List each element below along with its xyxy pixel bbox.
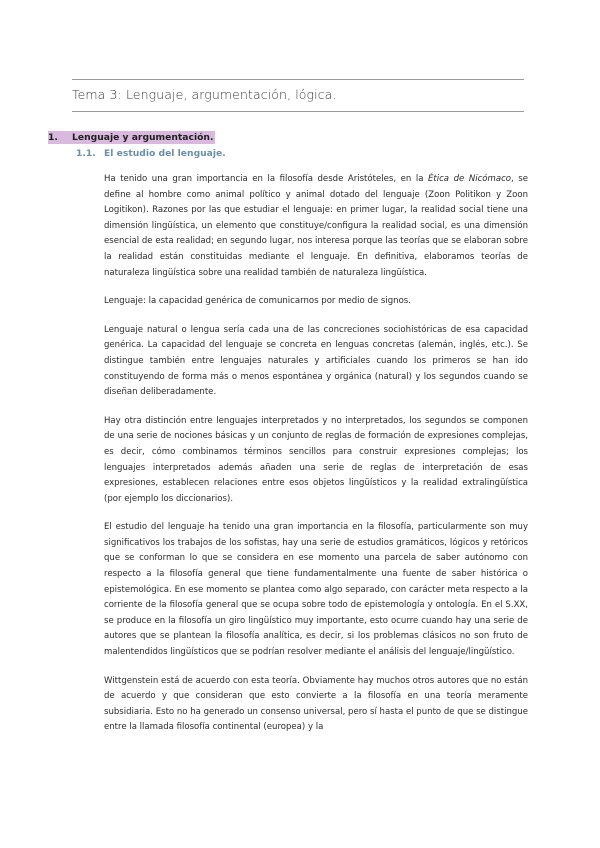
title-rule-bottom xyxy=(72,111,524,112)
paragraph: Wittgenstein está de acuerdo con esta teoría. Obviamente hay muchos otros autores que no están de acuerdo y que consideran que esto convierte a la filosofía en una teoría meramente subsidiaria. Esto no ha generado un consenso universal, pero sí hasta el punto de que se distingue entre la llamada filosofía continental (europea) y la xyxy=(104,675,529,733)
paragraph: El estudio del lenguaje ha tenido una gran importancia en la filosofía, particularmente son muy significativos los trabajos de los sofistas, hay una serie de estudios gramáticos, lógicos y retóricos que se conforman lo que se considera en ese momento una parcela de saber autónomo con respecto a la filosofía general que tiene fundamentalmente una fuente de saber histórica o epistemológica. En ese momento se plantea como algo separado, con carácter meta respecto a la corriente de la filosofía general que se ocupa sobre todo de epistemología y ontología. En el S.XX, se produce en la filosofía un giro lingüístico muy importante, esto ocurre cuando hay una serie de autores que se plantean la filosofía analítica, es decir, si los problemas clásicos no son fruto de malentendidos lingüísticos que se podrían resolver mediante el análisis del lenguaje/lingüístico. xyxy=(104,522,528,658)
book-title: Ética de Nicómaco xyxy=(427,174,512,184)
section-number: 1. xyxy=(48,131,72,144)
paragraph: Lenguaje natural o lengua sería cada una de las concreciones sociohistóricas de esa capacidad genérica. La capacidad del lenguaje se concreta en lenguas concretas (alemán, inglés, etc.). Se distingue también entre lenguajes naturales y artificiales cuando los primeros se han ido constituyendo de forma más o menos espontánea y orgánica (natural) y los segundos cuando se diseñan deliberadamente. xyxy=(104,324,528,398)
body-text xyxy=(104,172,528,736)
section-heading xyxy=(48,131,215,144)
title-rule-top xyxy=(72,79,524,80)
section-label: Lenguaje y argumentación. xyxy=(72,132,214,143)
subsection-label: El estudio del lenguaje. xyxy=(104,148,226,159)
paragraph-text: , se define al hombre como animal político y animal dotado del lenguaje (Zoon Politikon y Zoon Logitikon). Razones por las que estudiar el lenguaje: en primer lugar, la realidad social tiene una dimensión lingüística, un elemento que constituye/configura la realidad social, es una dimensión esencial de esta realidad; en segundo lugar, nos interesa porque las teorías que se elaboran sobre la realidad están constituidas mediante el lenguaje. En definitiva, elaboramos teorías de naturaleza lingüística sobre una realidad también de naturaleza lingüística. xyxy=(104,174,528,278)
subsection-heading xyxy=(76,148,226,159)
page-title: Tema 3: Lenguaje, argumentación, lógica. xyxy=(72,87,337,102)
paragraph: Lenguaje: la capacidad genérica de comunicarnos por medio de signos. xyxy=(104,296,411,307)
paragraph: Hay otra distinción entre lenguajes interpretados y no interpretados, los segundos se componen de una serie de nociones básicas y un conjunto de reglas de formación de expresiones complejas, es decir, cómo combinamos términos sencillos para construir expresiones complejas; los lenguajes interpretados además añaden una serie de reglas de interpretación de esas expresiones, establecen relaciones entre esos objetos lingüísticos y la realidad extralingüística (por ejemplo los diccionarios). xyxy=(104,415,528,504)
subsection-number: 1.1. xyxy=(76,148,96,159)
paragraph xyxy=(104,172,528,281)
paragraph-text: Ha tenido una gran importancia en la filosofía desde Aristóteles, en la xyxy=(104,174,428,184)
